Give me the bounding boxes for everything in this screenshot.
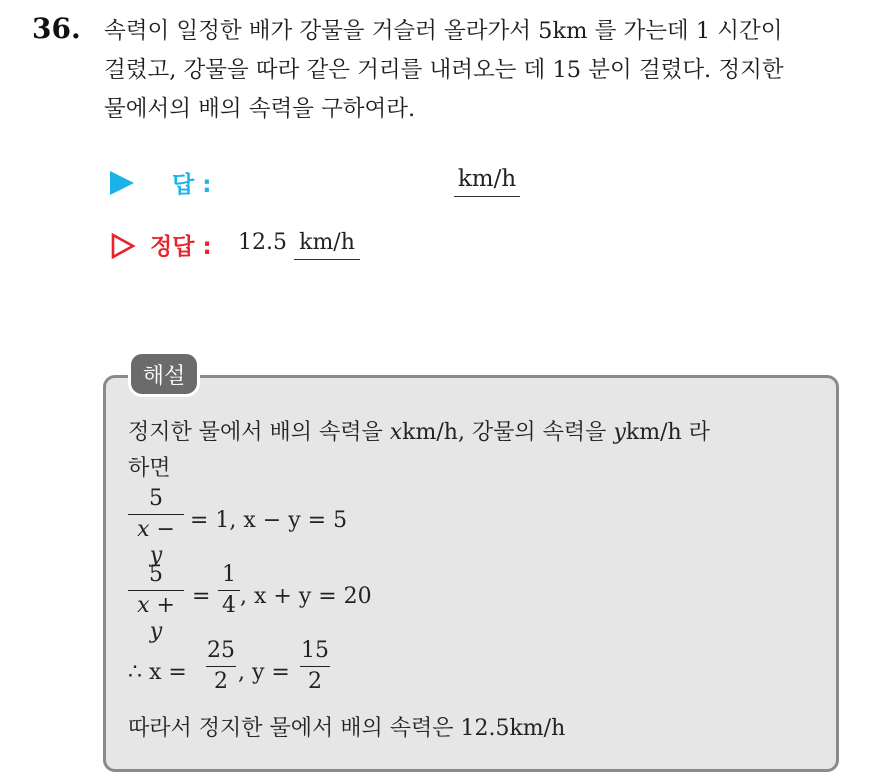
solution-conclusion: 따라서 정지한 물에서 배의 속력은 12.5km/h [128,716,566,741]
eq2-fraction [128,562,184,645]
solution-line-1b: km/h, 강물의 속력을 [402,420,614,445]
var-x: x [389,420,403,445]
var-y: y [613,420,626,445]
correct-answer-label: 정답 : [150,234,212,260]
solution-line-1 [128,415,710,446]
eq1-denominator: x − y [137,517,175,568]
answer-row [110,166,670,204]
eq2-fraction-bar-2 [218,590,240,591]
play-triangle-icon [110,171,134,195]
question-line-3: 물에서의 배의 속력을 구하여라. [104,96,416,122]
eq3-mid: , y = [238,660,290,685]
eq3-denominator: 2 [214,669,228,694]
eq2-numerator: 5 [149,562,163,587]
eq3-fraction-bar [206,666,236,667]
answer-unit-blank[interactable]: km/h [454,166,520,197]
eq3-therefore: ∴ x = [128,660,187,685]
eq1-fraction-bar [128,514,184,515]
question-number: 36. [32,12,81,45]
correct-answer-value: 12.5 [238,230,287,255]
eq2-fraction-2 [218,562,240,619]
eq3-fraction-bar-2 [300,666,330,667]
correct-answer-row [110,228,670,268]
eq1-numerator: 5 [149,486,163,511]
outline-triangle-icon [110,232,136,260]
eq1-fraction [128,486,184,569]
eq2-numerator-2: 1 [222,562,236,587]
eq1-rhs: = 1, x − y = 5 [190,508,348,533]
correct-answer-unit: km/h [294,230,360,260]
question-text [104,12,874,129]
solution-tab: 해설 [128,351,200,397]
eq3-numerator: 25 [207,638,235,663]
eq2-denominator: x + y [137,593,175,644]
question-line-1: 속력이 일정한 배가 강물을 거슬러 올라가서 5km 를 가는데 1 시간이 [104,18,783,44]
eq3-denominator-2: 2 [308,669,322,694]
eq2-fraction-bar [128,590,184,591]
answer-label: 답 : [172,172,212,198]
solution-line-1a: 정지한 물에서 배의 속력을 [128,420,390,445]
eq2-rhs: , x + y = 20 [240,584,372,609]
solution-line-1c: km/h 라 [625,420,710,445]
eq3-numerator-2: 15 [301,638,329,663]
question-line-2: 걸렸고, 강물을 따라 같은 거리를 내려오는 데 15 분이 걸렸다. 정지한 [104,57,784,83]
eq2-denominator-2: 4 [222,593,236,618]
eq3-fraction [206,638,236,695]
solution-line-2: 하면 [128,456,171,481]
eq2-equals: = [192,584,211,609]
eq3-fraction-2 [300,638,330,695]
